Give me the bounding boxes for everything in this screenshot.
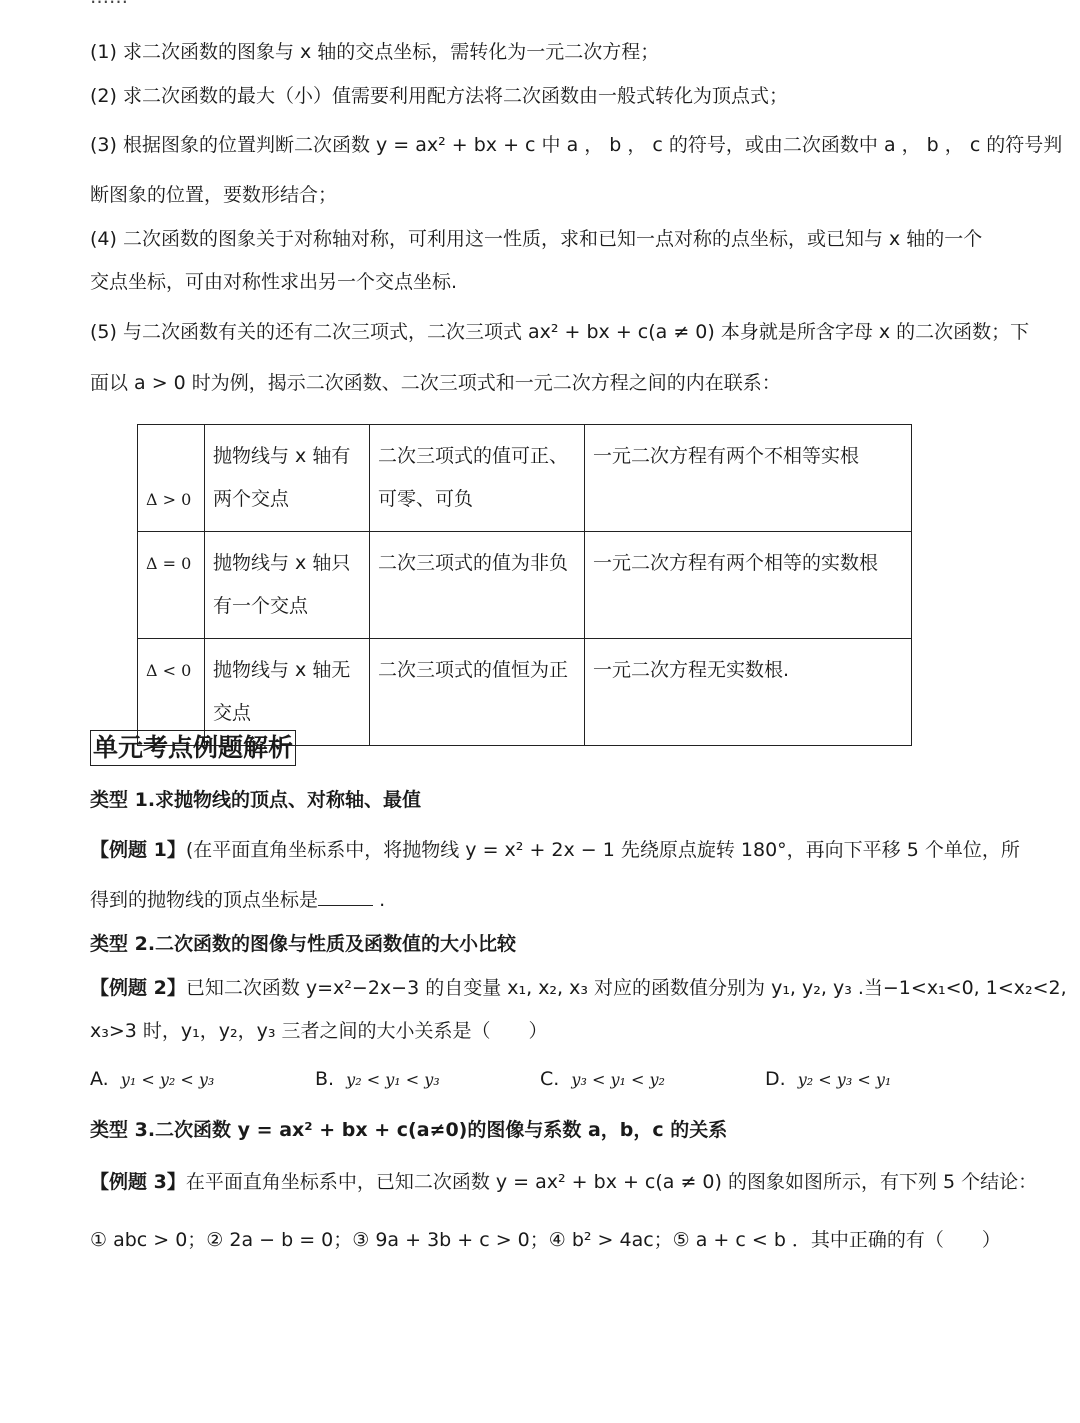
example-2-line-1 bbox=[90, 976, 1067, 1000]
example-2-label: 【例题 2】 bbox=[90, 977, 186, 999]
equation-cell: 一元二次方程有两个相等的实数根 bbox=[585, 532, 912, 639]
item-2: (2) 求二次函数的最大（小）值需要利用配方法将二次函数由一般式转化为顶点式； bbox=[90, 85, 788, 107]
delta-cell: Δ > 0 bbox=[138, 425, 205, 532]
type-1-heading: 类型 1.求抛物线的顶点、对称轴、最值 bbox=[90, 789, 422, 811]
example-1-text: (在平面直角坐标系中，将抛物线 y = x² + 2x − 1 先绕原点旋转 180°，再向下平移 5 个单位，所 bbox=[185, 839, 1020, 861]
item-5-line-2: 面以 a > 0 时为例，揭示二次函数、二次三项式和一元二次方程之间的内在联系： bbox=[90, 372, 781, 394]
answer-blank bbox=[318, 889, 373, 906]
example-1-line-1 bbox=[90, 838, 1020, 862]
item-1: (1) 求二次函数的图象与 x 轴的交点坐标，需转化为一元二次方程； bbox=[90, 41, 660, 63]
option-c: C. y₃ < y₁ < y₂ bbox=[540, 1068, 665, 1090]
type-3-heading: 类型 3.二次函数 y = ax² + bx + c(a≠0)的图像与系数 a，b，c 的关系 bbox=[90, 1119, 728, 1141]
equation-cell: 一元二次方程有两个不相等实根 bbox=[585, 425, 912, 532]
example-2-line-2: x₃>3 时，y₁，y₂，y₃ 三者之间的大小关系是（ ） bbox=[90, 1020, 548, 1042]
section-title: 单元考点例题解析 bbox=[90, 730, 296, 766]
option-d: D. y₂ < y₃ < y₁ bbox=[765, 1068, 892, 1090]
example-3-text: 在平面直角坐标系中，已知二次函数 y = ax² + bx + c(a ≠ 0) 的图象如图所示，有下列 5 个结论： bbox=[185, 1171, 1038, 1193]
trinomial-cell: 二次三项式的值恒为正 bbox=[370, 639, 585, 746]
option-b: B. y₂ < y₁ < y₃ bbox=[315, 1068, 440, 1090]
item-4-line-2: 交点坐标，可由对称性求出另一个交点坐标. bbox=[90, 271, 458, 293]
delta-cell: Δ < 0 bbox=[138, 639, 205, 746]
example-1-text-2: 得到的抛物线的顶点坐标是 bbox=[90, 889, 319, 911]
example-3-label: 【例题 3】 bbox=[90, 1171, 186, 1193]
table-row bbox=[138, 532, 912, 639]
example-3-line-2: ① abc > 0；② 2a − b = 0；③ 9a + 3b + c > 0；④ b² > 4ac；⑤ a + c < b ．其中正确的有（ ） bbox=[90, 1229, 1001, 1251]
cut-off-top-line bbox=[90, 0, 128, 8]
trinomial-cell: 二次三项式的值为非负 bbox=[370, 532, 585, 639]
example-1-line-2 bbox=[90, 888, 385, 912]
option-a: A. y₁ < y₂ < y₃ bbox=[90, 1068, 215, 1090]
item-4-line-1: (4) 二次函数的图象关于对称轴对称，可利用这一性质，求和已知一点对称的点坐标，或已知与 x 轴的一个 bbox=[90, 228, 983, 250]
example-1-label: 【例题 1】 bbox=[90, 839, 186, 861]
item-5-line-1: (5) 与二次函数有关的还有二次三项式，二次三项式 ax² + bx + c(a ≠ 0) 本身就是所含字母 x 的二次函数；下 bbox=[90, 321, 1030, 343]
item-3-line-1: (3) 根据图象的位置判断二次函数 y = ax² + bx + c 中 a ， b ， c 的符号，或由二次函数中 a ， b ， c 的符号判 bbox=[90, 134, 1063, 156]
relationship-table bbox=[137, 424, 912, 746]
example-2-text: 已知二次函数 y=x²−2x−3 的自变量 x₁, x₂, x₃ 对应的函数值分别为 y₁, y₂, y₃ .当−1<x₁<0, 1<x₂<2, bbox=[185, 977, 1067, 999]
item-3-line-2: 断图象的位置，要数形结合； bbox=[90, 184, 338, 206]
type-2-heading: 类型 2.二次函数的图像与性质及函数值的大小比较 bbox=[90, 933, 517, 955]
table-row bbox=[138, 425, 912, 532]
trinomial-cell: 二次三项式的值可正、可零、可负 bbox=[370, 425, 585, 532]
example-1-period: . bbox=[379, 889, 386, 911]
parabola-cell: 抛物线与 x 轴无交点 bbox=[205, 639, 370, 746]
delta-cell: Δ = 0 bbox=[138, 532, 205, 639]
parabola-cell: 抛物线与 x 轴只有一个交点 bbox=[205, 532, 370, 639]
parabola-cell: 抛物线与 x 轴有两个交点 bbox=[205, 425, 370, 532]
example-3-line-1 bbox=[90, 1170, 1037, 1194]
equation-cell: 一元二次方程无实数根. bbox=[585, 639, 912, 746]
